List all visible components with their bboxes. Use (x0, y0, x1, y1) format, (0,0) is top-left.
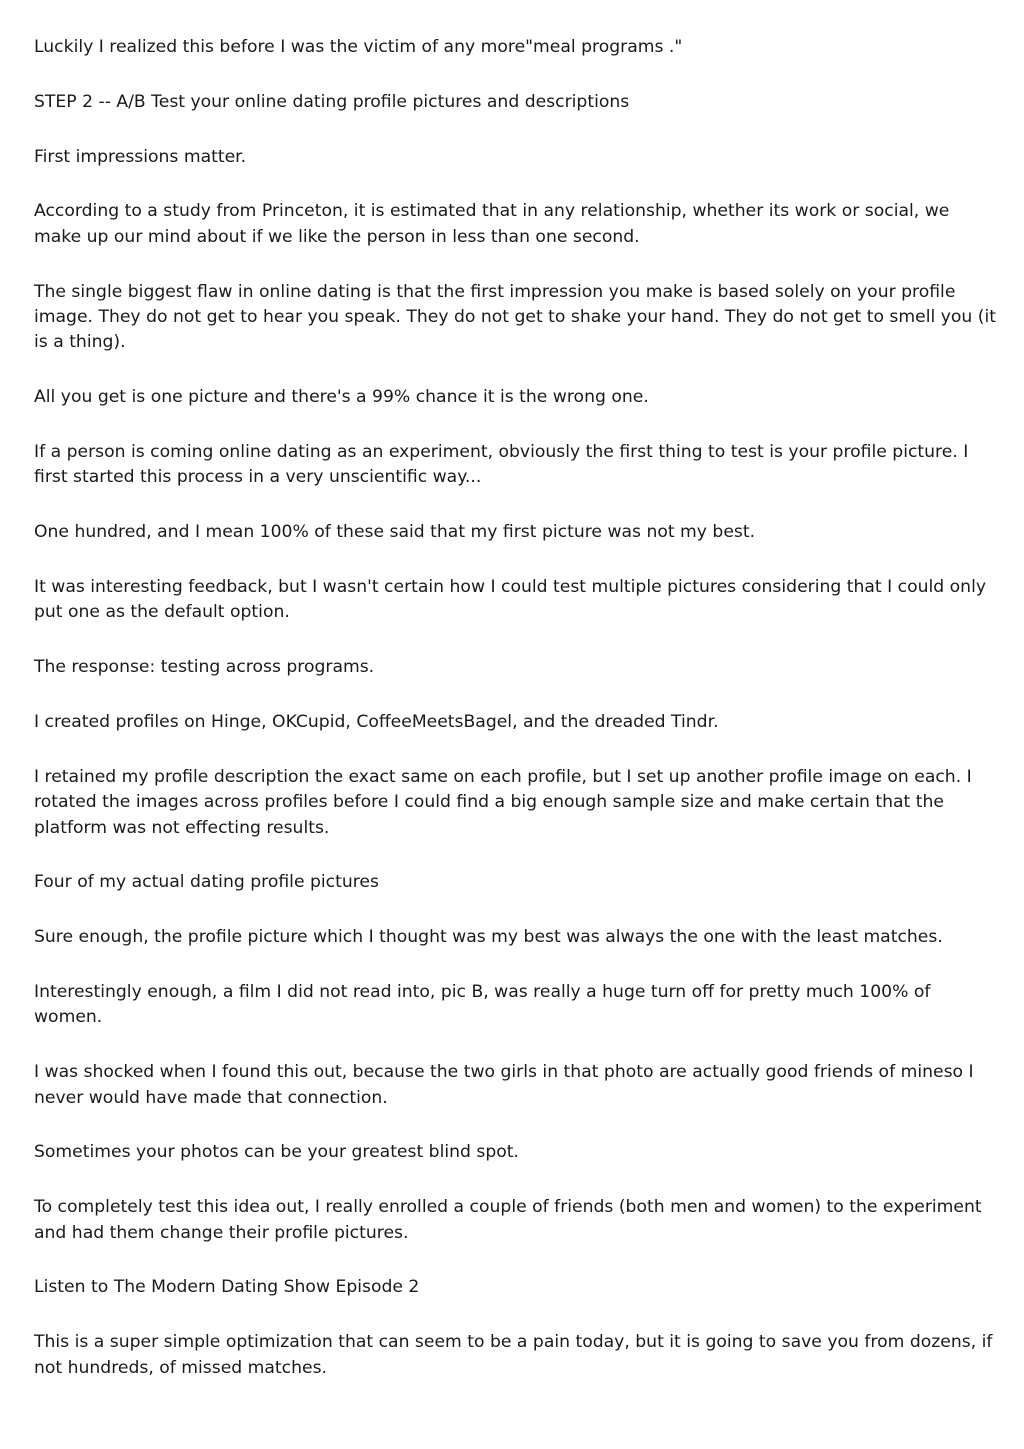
paragraph: This is a super simple optimization that can seem to be a pain today, but it is going to save you from dozens, if not hundreds, of missed matches. (34, 1332, 993, 1378)
paragraph: The response: testing across programs. (34, 657, 375, 678)
paragraph-episode-link: Listen to The Modern Dating Show Episode 2 (34, 1277, 420, 1298)
paragraph: Interestingly enough, a film I did not read into, pic B, was really a huge turn off for pretty much 100% of women. (34, 982, 931, 1028)
paragraph: I retained my profile description the exact same on each profile, but I set up another profile image on each. I rotated the images across profiles before I could find a big enough sample size and make certain that the platform was not effecting results. (34, 766, 972, 838)
paragraph-intro: Luckily I realized this before I was the victim of any more"meal programs ." (34, 37, 683, 57)
paragraph: According to a study from Princeton, it is estimated that in any relationship, whether its work or social, we make up our mind about if we like the person in less than one second. (34, 201, 950, 247)
paragraph: It was interesting feedback, but I wasn't certain how I could test multiple pictures considering that I could only put one as the default option. (34, 577, 987, 623)
document-body (34, 35, 996, 1410)
paragraph: If a person is coming online dating as an experiment, obviously the first thing to test is your profile picture. I first started this process in a very unscientific way... (34, 442, 969, 488)
paragraph: I created profiles on Hinge, OKCupid, CoffeeMeetsBagel, and the dreaded Tindr. (34, 712, 719, 732)
paragraph-image-caption: Four of my actual dating profile pictures (34, 872, 379, 893)
paragraph: I was shocked when I found this out, because the two girls in that photo are actually good friends of mineso I never would have made that connection. (34, 1062, 974, 1108)
paragraph: One hundred, and I mean 100% of these said that my first picture was not my best. (34, 522, 756, 543)
paragraph: Sometimes your photos can be your greatest blind spot. (34, 1142, 519, 1163)
paragraph: The single biggest flaw in online dating is that the first impression you make is based solely on your profile image. They do not get to hear you speak. They do not get to shake your hand. They do not get to smell you (it is a thing). (34, 281, 996, 353)
paragraph: First impressions matter. (34, 146, 247, 167)
paragraph: Sure enough, the profile picture which I thought was my best was always the one with the least matches. (34, 927, 943, 948)
paragraph: All you get is one picture and there's a 99% chance it is the wrong one. (34, 387, 649, 408)
paragraph-step-heading: STEP 2 -- A/B Test your online dating profile pictures and descriptions (34, 91, 630, 112)
paragraph: To completely test this idea out, I really enrolled a couple of friends (both men and women) to the experiment and had them change their profile pictures. (34, 1197, 982, 1243)
